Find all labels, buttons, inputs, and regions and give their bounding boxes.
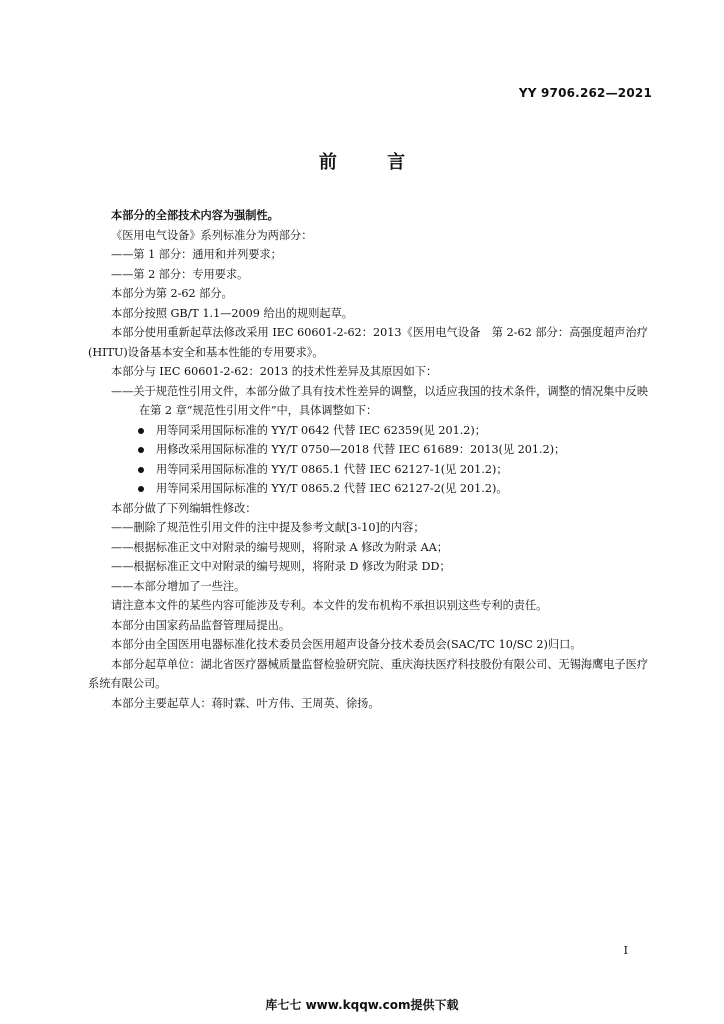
paragraph-mandatory: 本部分的全部技术内容为强制性。 bbox=[111, 209, 279, 222]
bullet-item bbox=[88, 460, 648, 480]
paragraph-proposer: 本部分由国家药品监督管理局提出。 bbox=[111, 618, 291, 632]
bullet-text: 用等同采用国际标准的 YY/T 0865.1 代替 IEC 62127-1(见 201.2)； bbox=[156, 462, 508, 476]
list-item-part1: ——第 1 部分：通用和并列要求； bbox=[111, 248, 282, 261]
bullet-text: 用等同采用国际标准的 YY/T 0642 代替 IEC 62359(见 201.2)； bbox=[156, 423, 486, 437]
bullet-item bbox=[88, 421, 648, 441]
paragraph-committee: 本部分由全国医用电器标准化技术委员会医用超声设备分技术委员会(SAC/TC 10/SC 2)归口。 bbox=[111, 638, 582, 651]
paragraph-drafting-rules: 本部分按照 GB/T 1.1—2009 给出的规则起草。 bbox=[111, 306, 353, 320]
paragraph-drafters: 本部分主要起草人：蒋时霖、叶方伟、王周英、徐扬。 bbox=[111, 696, 380, 710]
bullet-item bbox=[88, 440, 648, 460]
bullet-item bbox=[88, 479, 648, 499]
list-item-editorial: ——根据标准正文中对附录的编号规则，将附录 D 修改为附录 DD； bbox=[111, 560, 451, 573]
bullet-icon bbox=[138, 428, 144, 434]
foreword-body bbox=[88, 206, 648, 713]
paragraph-series: 《医用电气设备》系列标准分为两部分： bbox=[111, 228, 313, 242]
standard-number: YY 9706.262—2021 bbox=[518, 86, 652, 100]
bullet-icon bbox=[138, 486, 144, 492]
paragraph-editorial: 本部分做了下列编辑性修改： bbox=[111, 501, 257, 515]
paragraph-part: 本部分为第 2-62 部分。 bbox=[111, 287, 233, 300]
bullet-text: 用修改采用国际标准的 YY/T 0750—2018 代替 IEC 61689：2013(见 201.2)； bbox=[156, 443, 566, 456]
page-number: I bbox=[623, 944, 628, 957]
paragraph-patent: 请注意本文件的某些内容可能涉及专利。本文件的发布机构不承担识别这些专利的责任。 bbox=[111, 599, 548, 612]
list-item-editorial: ——删除了规范性引用文件的注中提及参考文献[3-10]的内容； bbox=[111, 521, 425, 534]
list-item-normative-references: ——关于规范性引用文件，本部分做了具有技术性差异的调整，以适应我国的技术条件，调整的情况集中反映在第 2 章“规范性引用文件”中，具体调整如下： bbox=[111, 384, 649, 417]
list-item-part2: ——第 2 部分：专用要求。 bbox=[111, 267, 249, 281]
bullet-icon bbox=[138, 467, 144, 473]
footer-watermark: 库七七 www.kqqw.com提供下载 bbox=[265, 998, 459, 1012]
bullet-icon bbox=[138, 447, 144, 453]
page-title: 前 言 bbox=[318, 152, 428, 173]
paragraph-adoption: 本部分使用重新起草法修改采用 IEC 60601-2-62：2013《医用电气设备 第 2-62 部分：高强度超声治疗(HITU)设备基本安全和基本性能的专用要求》。 bbox=[88, 326, 648, 359]
paragraph-drafting-units: 本部分起草单位：湖北省医疗器械质量监督检验研究院、重庆海扶医疗科技股份有限公司、无锡海鹰电子医疗系统有限公司。 bbox=[88, 657, 649, 690]
paragraph-differences: 本部分与 IEC 60601-2-62：2013 的技术性差异及其原因如下： bbox=[111, 365, 438, 378]
bullet-text: 用等同采用国际标准的 YY/T 0865.2 代替 IEC 62127-2(见 201.2)。 bbox=[156, 482, 508, 495]
list-item-editorial: ——本部分增加了一些注。 bbox=[111, 579, 246, 593]
list-item-editorial: ——根据标准正文中对附录的编号规则，将附录 A 修改为附录 AA； bbox=[111, 540, 448, 554]
